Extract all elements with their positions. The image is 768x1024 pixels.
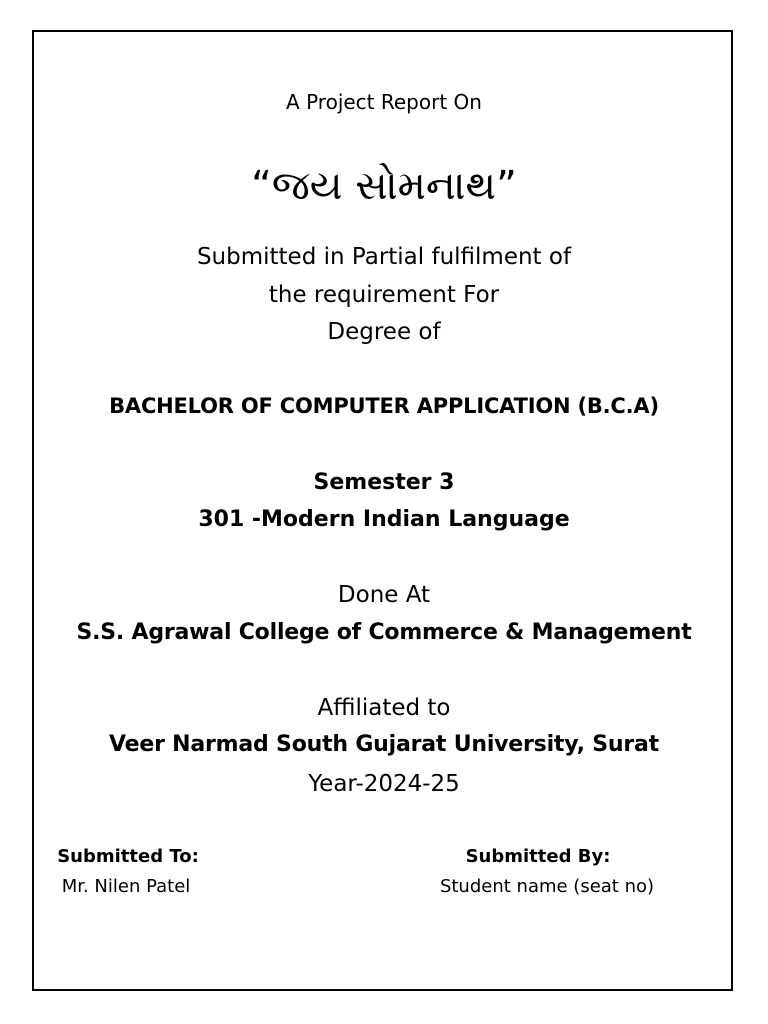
university-name: Veer Narmad South Gujarat University, Surat	[109, 732, 659, 757]
semester: Semester 3	[313, 470, 455, 495]
report-intro: A Project Report On	[286, 90, 482, 114]
academic-year: Year-2024-25	[308, 771, 460, 797]
submitted-by-label: Submitted By:	[465, 846, 611, 867]
affiliated-label: Affiliated to	[317, 695, 451, 721]
submission-line-3: Degree of	[327, 319, 441, 345]
submitted-to-label: Submitted To:	[57, 846, 199, 867]
submitted-by-name: Student name (seat no)	[439, 876, 655, 897]
subject: 301 -Modern Indian Language	[198, 507, 570, 532]
report-title: “જય સોમનાથ”	[251, 163, 517, 209]
submission-line-2: the requirement For	[268, 282, 500, 308]
submission-line-1: Submitted in Partial fulfilment of	[196, 244, 572, 270]
done-at-label: Done At	[337, 582, 431, 608]
college-name: S.S. Agrawal College of Commerce & Management	[76, 620, 692, 645]
degree-name: BACHELOR OF COMPUTER APPLICATION (B.C.A)	[109, 394, 659, 418]
submitted-to-name: Mr. Nilen Patel	[61, 876, 191, 897]
